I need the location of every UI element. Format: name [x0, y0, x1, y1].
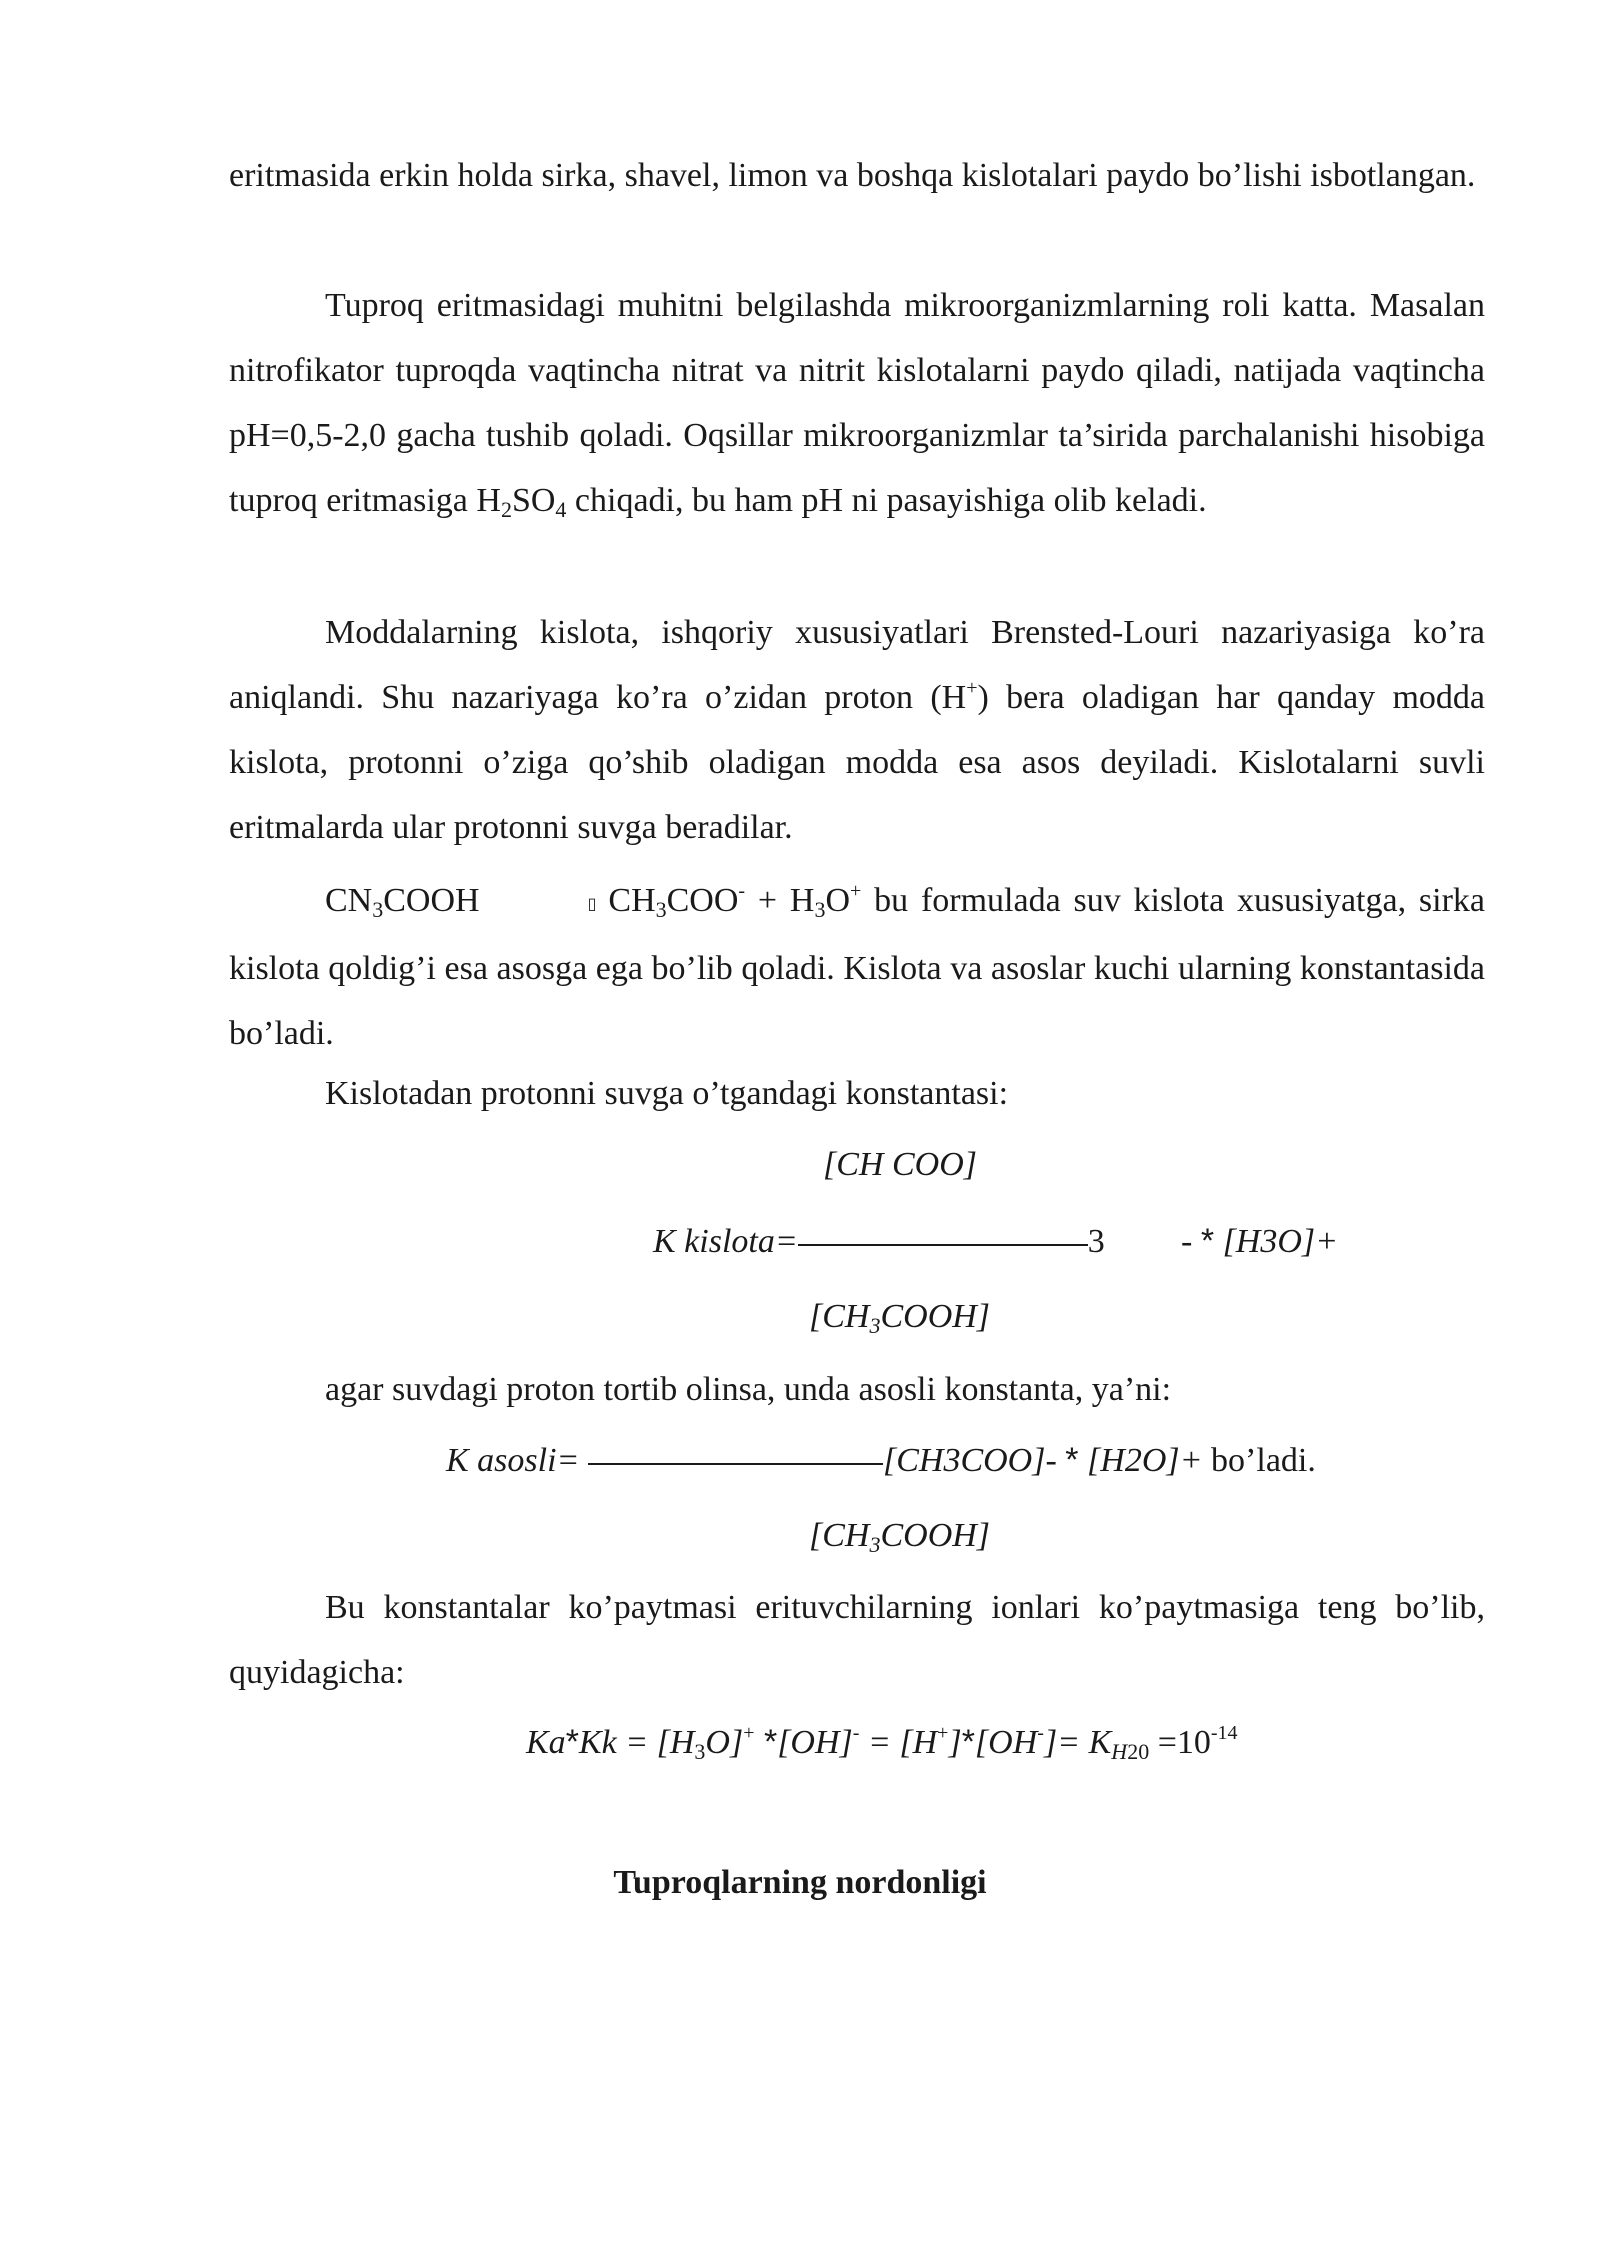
formula-text: + H: [745, 882, 815, 919]
formula-text: SO: [511, 482, 556, 519]
subscript: 3: [869, 1313, 881, 1338]
subscript: 3: [372, 897, 384, 922]
paragraph-2-text: Tuproq eritmasidagi muhitni belgilashda mikroorganizmlarning roli katta. Masalan nitrofikator tuproqda vaqtincha nitrat va nitrit kislotalarni paydo qiladi, natijada vaqtincha pH=0,5-2,0 gacha tushib qoladi. Oqsillar mikroorganizmlar ta’sirida parchalanishi hisobiga tuproq eritmasiga H: [229, 287, 1485, 519]
multiply-icon: *: [754, 1723, 778, 1761]
formula-3-part: =10: [1149, 1724, 1211, 1761]
formula-3-part: = [H: [859, 1724, 938, 1761]
paragraph-3-text: Moddalarning kislota, ishqoriy xususiyatlari Brensted-Louri nazariyasiga ko’ra aniqlandi. Shu nazariyaga ko’ra o’zidan proton (H: [229, 614, 1485, 716]
equilibrium-arrow-icon: ▯: [587, 894, 597, 913]
subscript: 3: [655, 897, 667, 922]
formula-text: O: [825, 882, 851, 919]
formula-1-minus: -: [1181, 1223, 1201, 1260]
formula-1-line: [653, 1209, 1105, 1274]
paragraph-3: [229, 600, 1485, 860]
subscript: 20: [1127, 1739, 1150, 1764]
formula-3-part: [OH: [974, 1724, 1038, 1761]
paragraph-1: [229, 143, 1485, 208]
formula-2-denominator-a: [CH: [809, 1517, 870, 1554]
formula-3-part: ]: [948, 1724, 962, 1761]
paragraph-1-text: eritmasida erkin holda sirka, shavel, limon va boshqa kislotalari paydo bo’lishi isbotlangan.: [229, 157, 1476, 194]
multiply-icon: *: [565, 1723, 579, 1761]
formula-text: CN: [325, 882, 373, 919]
fraction-bar: [798, 1244, 1088, 1246]
subscript: 3: [869, 1532, 881, 1557]
subscript: 2: [500, 497, 512, 522]
paragraph-5-text: Kislotadan protonni suvga o’tgandagi konstantasi:: [325, 1075, 1009, 1112]
multiply-icon: *: [961, 1723, 975, 1761]
subscript: 4: [555, 497, 567, 522]
paragraph-5: [229, 1061, 1485, 1126]
formula-3-part: O]: [705, 1724, 744, 1761]
subscript: H: [1111, 1739, 1128, 1764]
formula-text: CH: [608, 882, 656, 919]
subscript: 3: [814, 897, 826, 922]
paragraph-4-text: bu formulada suv kislota xususiyatga, sirka kislota qoldig’i esa asosga ega bo’lib qoladi. Kislota va asoslar kuchi ularning konstantasida bo’ladi.: [229, 882, 1485, 1052]
formula-1-h3o: [H3O]+: [1214, 1223, 1339, 1260]
multiply-icon: *: [1065, 1441, 1079, 1479]
superscript: +: [850, 880, 862, 902]
formula-1-denominator-b: COOH]: [880, 1298, 991, 1335]
formula-1-digit: 3: [1087, 1223, 1105, 1260]
formula-1-rest: [1181, 1209, 1338, 1274]
formula-text: COOH: [383, 882, 480, 919]
formula-1-denominator: [809, 1284, 990, 1349]
formula-3-part: Ka: [526, 1724, 566, 1761]
formula-1-denominator-a: [CH: [809, 1298, 870, 1335]
superscript: +: [966, 677, 978, 699]
paragraph-2-text-end: chiqadi, bu ham pH ni pasayishiga olib keladi.: [566, 482, 1207, 519]
multiply-icon: *: [1200, 1222, 1215, 1260]
superscript: -: [738, 880, 746, 902]
superscript: -: [852, 1722, 860, 1744]
subscript: 3: [694, 1739, 706, 1764]
superscript: -: [1037, 1722, 1044, 1744]
formula-3-part: Kk = [H: [578, 1724, 695, 1761]
formula-1-lhs: K kislota=: [653, 1223, 798, 1260]
formula-2-ch3coo: [CH3COO]-: [882, 1442, 1066, 1479]
section-heading: Tuproqlarning nordonligi: [613, 1864, 987, 1901]
formula-2-tail: bo’ladi.: [1202, 1442, 1316, 1479]
formula-2-line: [446, 1428, 1316, 1493]
paragraph-6-text: agar suvdagi proton tortib olinsa, unda asosli konstanta, ya’ni:: [325, 1371, 1172, 1408]
formula-3-part: ]= K: [1043, 1724, 1112, 1761]
formula-text: COO: [666, 882, 739, 919]
fraction-bar: [588, 1463, 883, 1465]
paragraph-6: [229, 1357, 1485, 1422]
formula-1-numerator: [CH COO]: [823, 1146, 977, 1183]
formula-3: [526, 1710, 1238, 1775]
superscript: -14: [1210, 1722, 1238, 1744]
paragraph-3-text-end: ) bera oladigan har qanday modda kislota, protonni o’ziga qo’shib oladigan modda esa asos deyiladi. Kislotalarni suvli eritmalarda ular protonni suvga beradilar.: [229, 679, 1485, 846]
formula-3-part: [OH]: [777, 1724, 853, 1761]
paragraph-4: [229, 868, 1485, 1066]
superscript: +: [743, 1722, 755, 1744]
formula-2-denominator: [809, 1503, 990, 1568]
paragraph-7: [229, 1575, 1485, 1705]
formula-2-lhs: K asosli=: [446, 1442, 588, 1479]
paragraph-7-text: Bu konstantalar ko’paytmasi erituvchilarning ionlari ko’paytmasiga teng bo’lib, quyidagicha:: [229, 1589, 1485, 1691]
paragraph-2: [229, 273, 1485, 533]
formula-2-denominator-b: COOH]: [880, 1517, 991, 1554]
superscript: +: [937, 1722, 949, 1744]
formula-2-h2o: [H2O]+: [1078, 1442, 1203, 1479]
